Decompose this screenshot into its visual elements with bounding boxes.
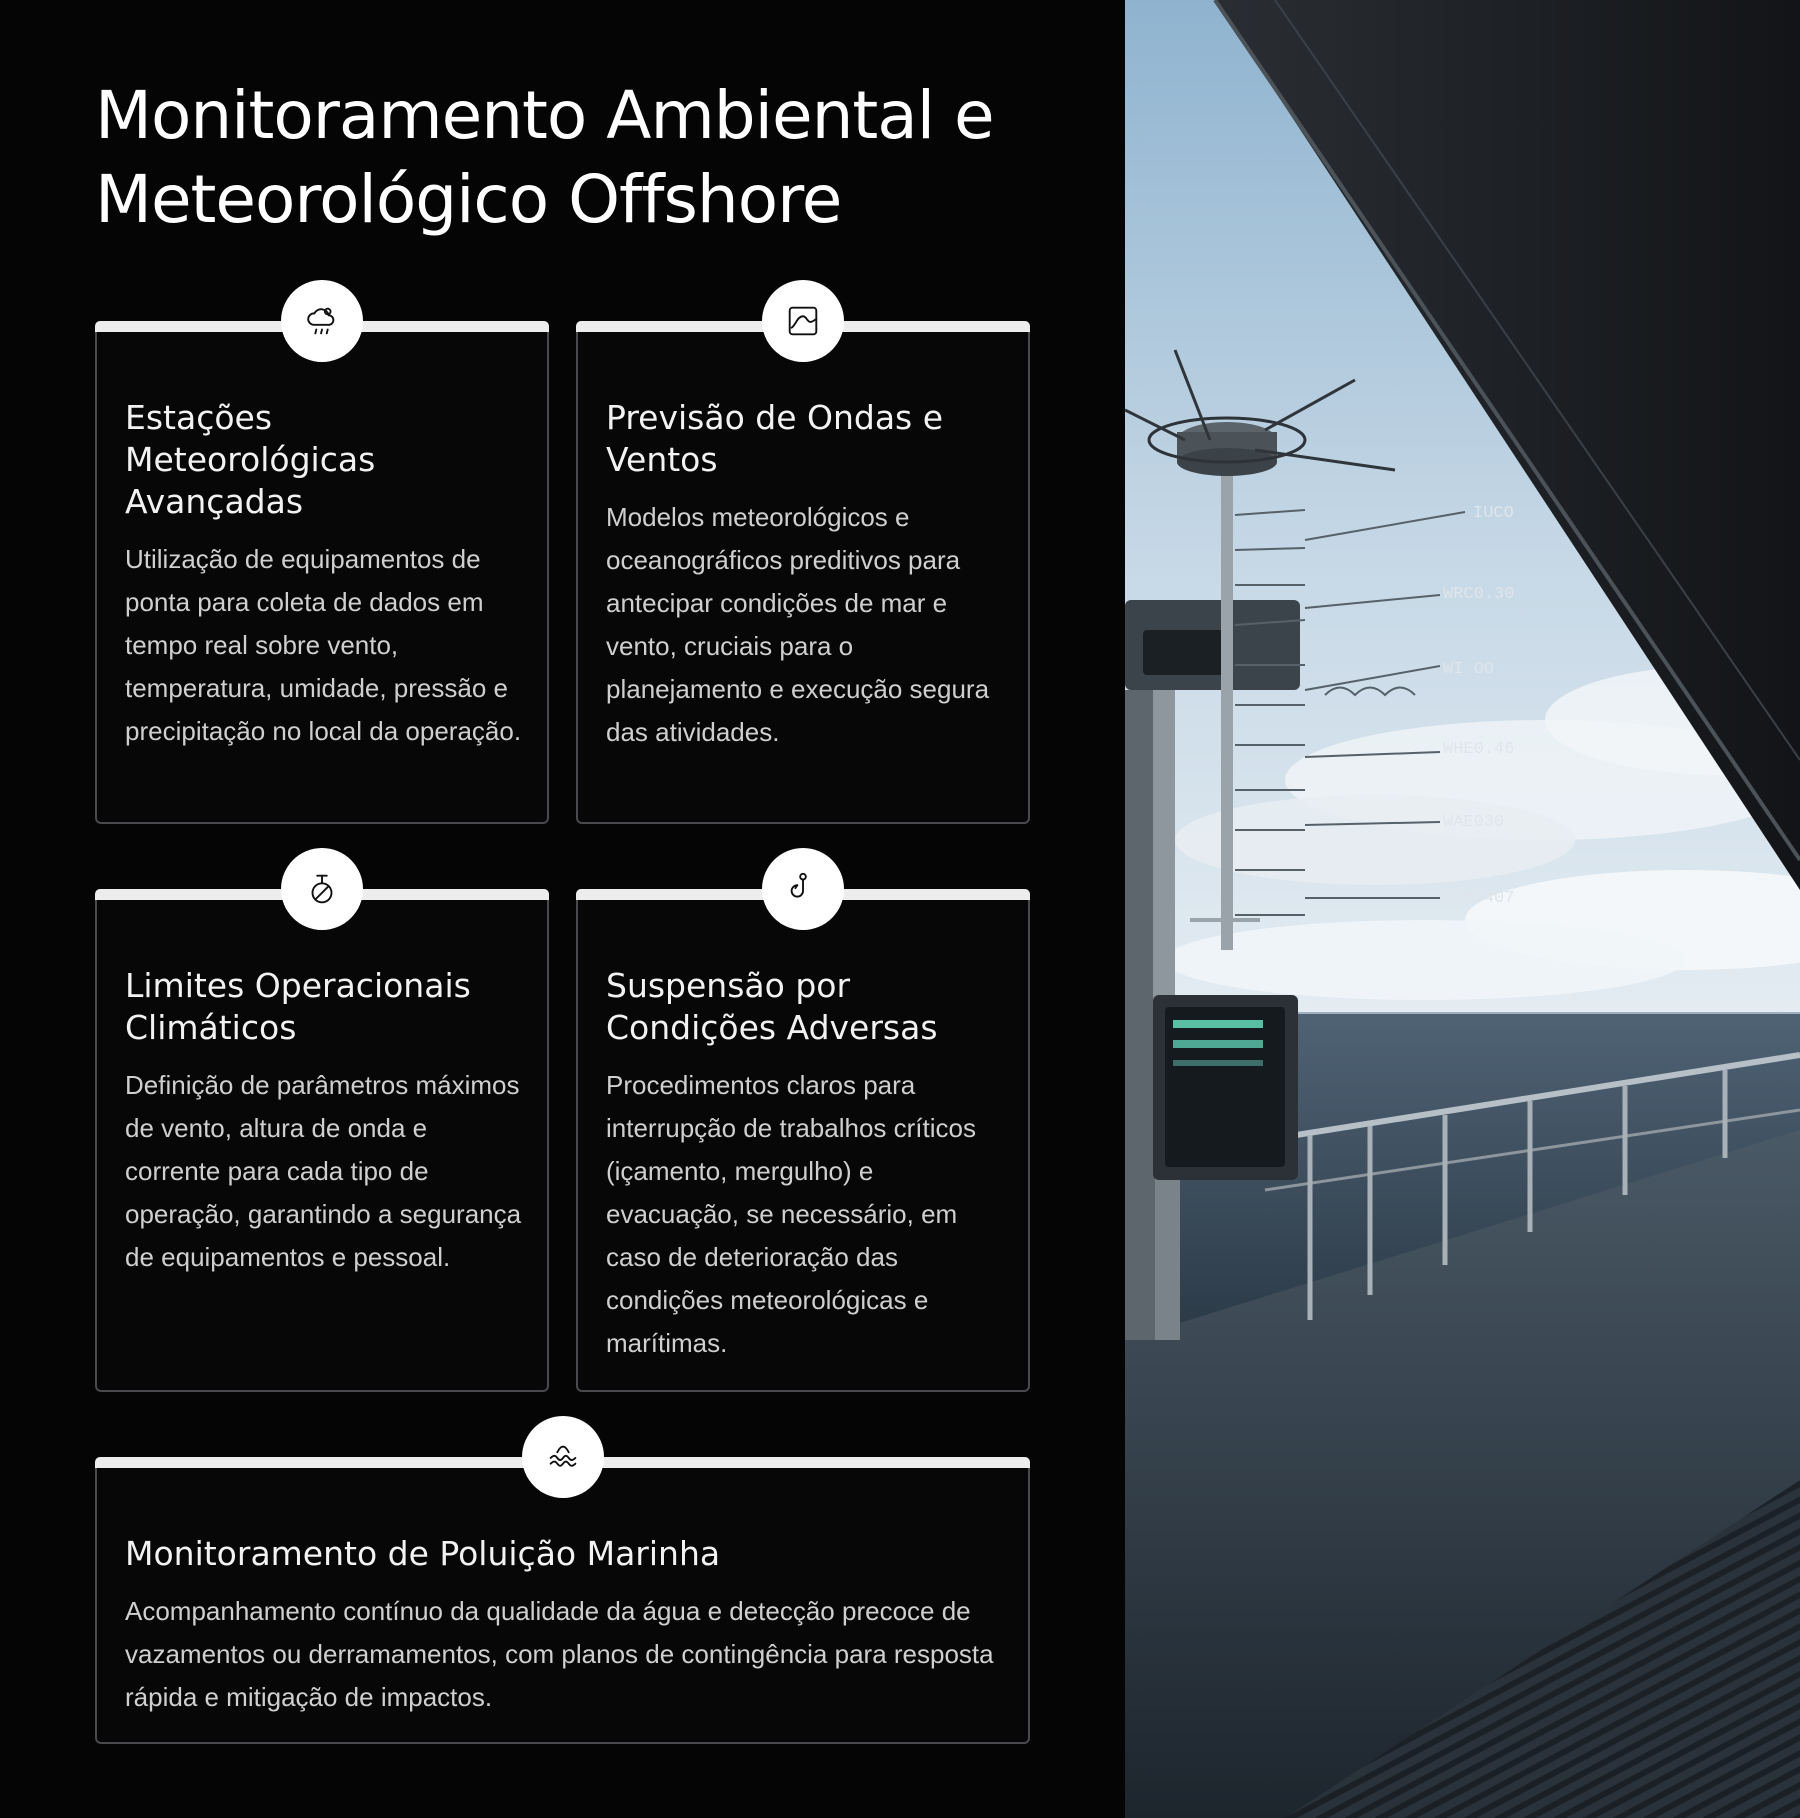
card-weather-stations [95,321,549,824]
hud-label: WRC0.30 [1443,585,1515,604]
card-description: Modelos meteorológicos e oceanográficos preditivos para antecipar condições de mar e vento, cruciais para o planejamento e execução segura das atividades. [606,502,990,747]
cloud-rain-icon [281,280,363,362]
card-title: Monitoramento de Poluição Marinha [125,1534,721,1573]
card-description: Acompanhamento contínuo da qualidade da água e detecção precoce de vazamentos ou derramamentos, com planos de contingência para resposta rápida e mitigação de impactos. [125,1596,994,1712]
card-adverse-suspension [576,889,1030,1392]
crane-hook-icon [762,848,844,930]
weight-limit-icon [281,848,363,930]
card-description: Definição de parâmetros máximos de vento, altura de onda e corrente para cada tipo de operação, garantindo a segurança de equipamentos e pessoal. [125,1070,522,1272]
card-description: Utilização de equipamentos de ponta para coleta de dados em tempo real sobre vento, temperatura, umidade, pressão e precipitação no local da operação. [125,544,522,746]
card-title: Suspensão por Condições Adversas [606,966,938,1047]
hud-label: WI OO [1443,660,1495,679]
card-wave-wind-forecast [576,321,1030,824]
card-title: Previsão de Ondas e Ventos [606,398,944,479]
wave-chart-icon [762,280,844,362]
card-description: Procedimentos claros para interrupção de trabalhos críticos (içamento, mergulho) e evacuação, se necessário, em caso de deterioração das condições meteorológicas e marítimas. [606,1070,976,1358]
page-title: Monitoramento Ambiental e Meteorológico Offshore [95,77,994,238]
card-operational-limits [95,889,549,1392]
hud-label: 0203407 [1443,889,1515,908]
card-title: Limites Operacionais Climáticos [125,966,471,1047]
card-title: Estações Meteorológicas Avançadas [125,398,376,521]
hud-label: WHE0.46 [1443,740,1515,759]
hud-label: WAE030 [1443,813,1505,832]
card-marine-pollution [95,1457,1030,1744]
offshore-deck-photo [1125,0,1800,1818]
water-waves-icon [522,1416,604,1498]
hud-label: ΙUCO [1473,504,1514,523]
